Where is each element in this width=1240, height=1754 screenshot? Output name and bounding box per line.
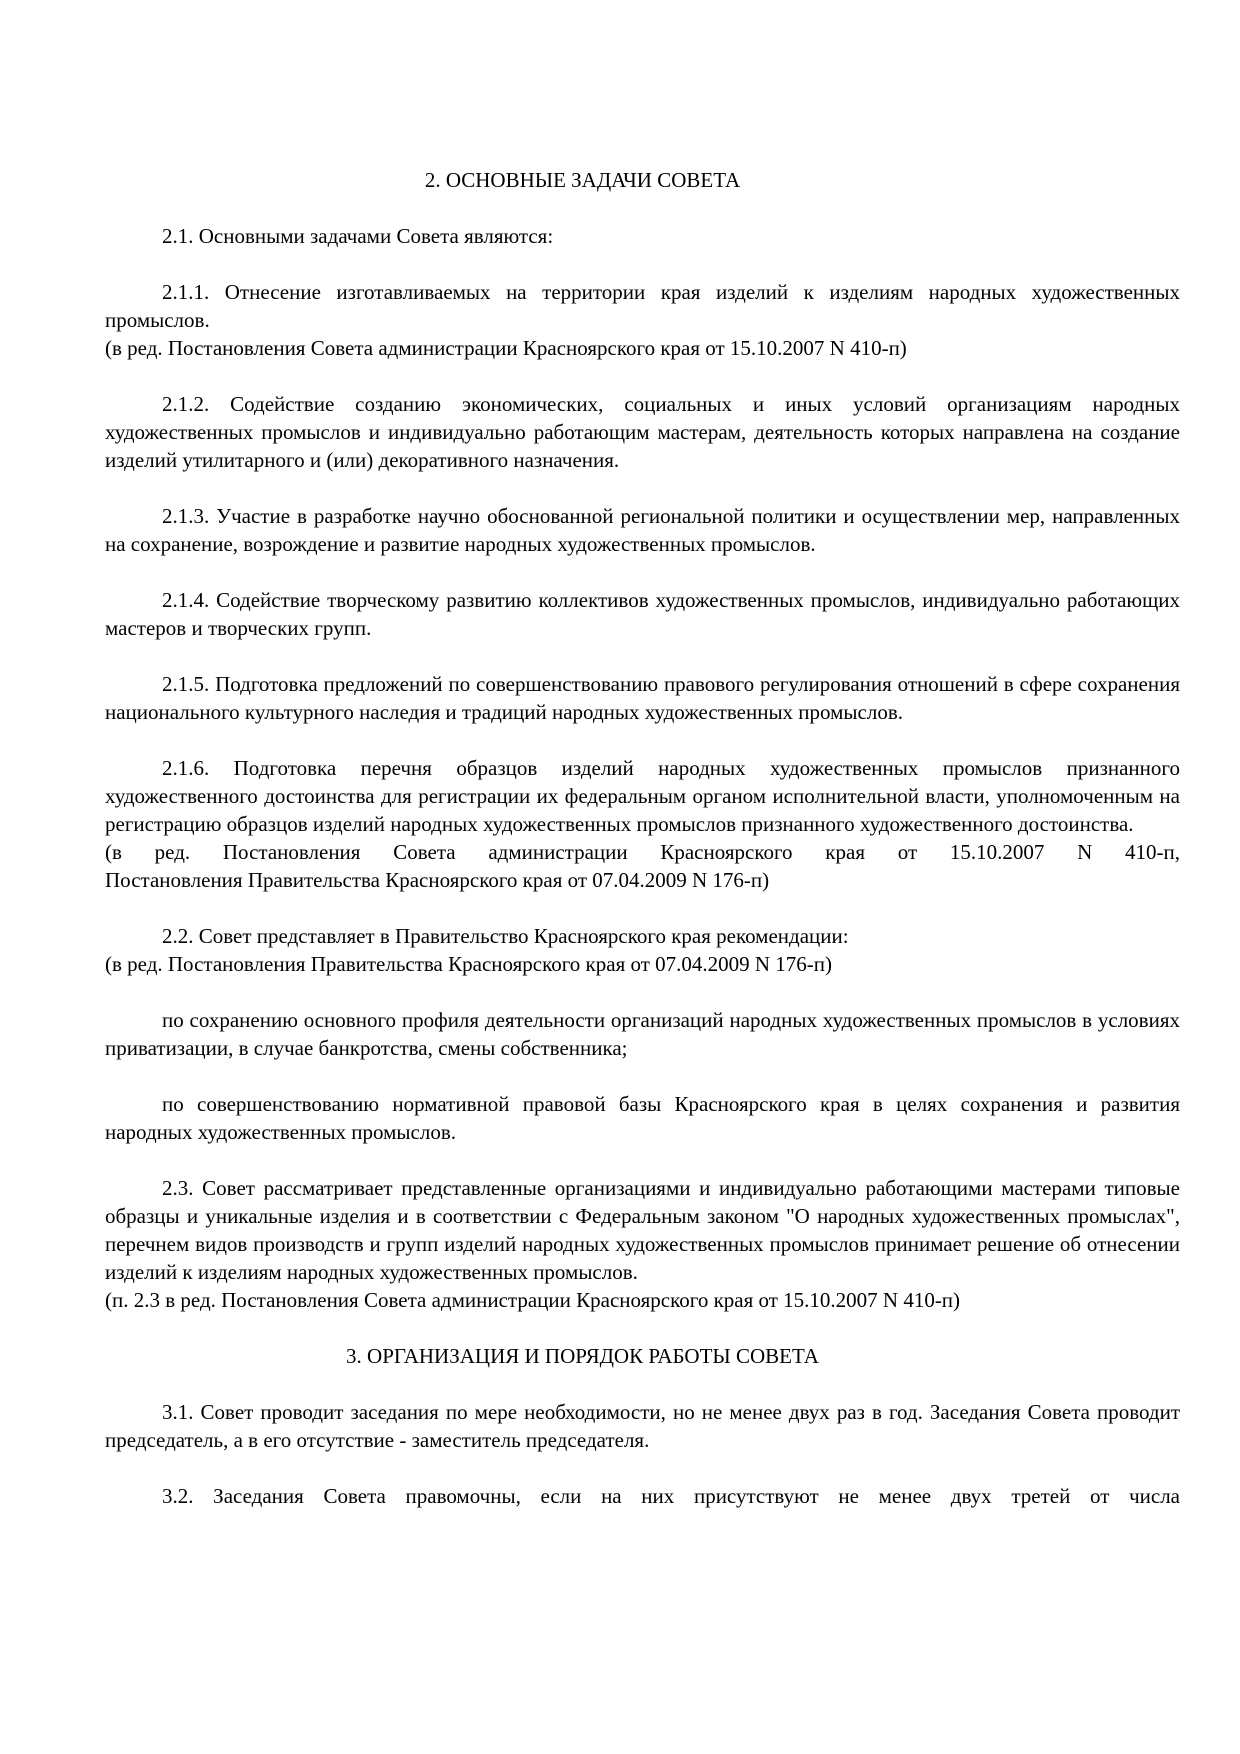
section-2-heading: 2. ОСНОВНЫЕ ЗАДАЧИ СОВЕТА	[424, 168, 741, 192]
document-content	[105, 166, 1180, 1510]
amendment-note-2-1-6	[105, 838, 1180, 894]
paragraph-2-3: 2.3. Совет рассматривает представленные организациями и индивидуально работающими мастерами типовые образцы и уникальные изделия и в соответствии с Федеральным законом "О народных художественных промыслах", перечнем видов производств и групп изделий народных художественных промыслов принимает решение об отнесении изделий к изделиям народных художественных промыслов.	[105, 1176, 1180, 1284]
paragraph-2-2-recommendation-2: по совершенствованию нормативной правовой базы Красноярского края в целях сохранения и развития народных художественных промыслов.	[105, 1092, 1180, 1144]
amendment-note-2-1-6-line-2: Постановления Правительства Красноярского края от 07.04.2009 N 176-п)	[105, 868, 770, 892]
paragraph-3-2: 3.2. Заседания Совета правомочны, если на них присутствуют не менее двух третей от числа	[162, 1484, 1180, 1508]
paragraph-2-1-2: 2.1.2. Содействие созданию экономических, социальных и иных условий организациям народных художественных промыслов и индивидуально работающим мастерам, деятельность которых направлена на создание изделий утилитарного и (или) декоративного назначения.	[105, 392, 1180, 472]
paragraph-3-1: 3.1. Совет проводит заседания по мере необходимости, но не менее двух раз в год. Заседания Совета проводит председатель, а в его отсутствие - заместитель председателя.	[105, 1400, 1180, 1452]
paragraph-2-1-6: 2.1.6. Подготовка перечня образцов изделий народных художественных промыслов признанного художественного достоинства для регистрации их федеральным органом исполнительной власти, уполномоченным на регистрацию образцов изделий народных художественных промыслов признанного художественного достоинства.	[105, 756, 1180, 836]
paragraph-2-1-4: 2.1.4. Содействие творческому развитию коллективов художественных промыслов, индивидуально работающих мастеров и творческих групп.	[105, 588, 1180, 640]
paragraph-2-1-1: 2.1.1. Отнесение изготавливаемых на территории края изделий к изделиям народных художественных промыслов.	[105, 280, 1180, 332]
paragraph-2-1-5: 2.1.5. Подготовка предложений по совершенствованию правового регулирования отношений в сфере сохранения национального культурного наследия и традиций народных художественных промыслов.	[105, 672, 1180, 724]
amendment-note-2-3: (п. 2.3 в ред. Постановления Совета администрации Красноярского края от 15.10.2007 N 410-п)	[105, 1288, 961, 1312]
paragraph-2-1-3: 2.1.3. Участие в разработке научно обоснованной региональной политики и осуществлении мер, направленных на сохранение, возрождение и развитие народных художественных промыслов.	[105, 504, 1180, 556]
amendment-note-2-1-6-line-1: (в ред. Постановления Совета администрации Красноярского края от 15.10.2007 N 410-п,	[105, 840, 1180, 864]
section-3-heading: 3. ОРГАНИЗАЦИЯ И ПОРЯДОК РАБОТЫ СОВЕТА	[346, 1344, 819, 1368]
paragraph-2-2-recommendation-1: по сохранению основного профиля деятельности организаций народных художественных промыслов в условиях приватизации, в случае банкротства, смены собственника;	[105, 1008, 1180, 1060]
amendment-note-2-1-1: (в ред. Постановления Совета администрации Красноярского края от 15.10.2007 N 410-п)	[105, 336, 907, 360]
paragraph-2-1: 2.1. Основными задачами Совета являются:	[162, 224, 554, 248]
amendment-note-2-2: (в ред. Постановления Правительства Красноярского края от 07.04.2009 N 176-п)	[105, 952, 833, 976]
paragraph-2-2: 2.2. Совет представляет в Правительство Красноярского края рекомендации:	[162, 924, 849, 948]
